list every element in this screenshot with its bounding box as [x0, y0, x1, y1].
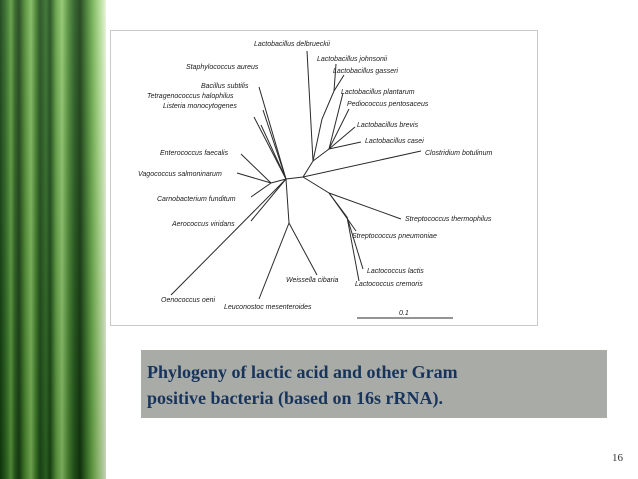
- tree-leaf-line-pediococcus: [329, 109, 349, 149]
- tree-leaf-line-delbrueckii: [307, 51, 313, 161]
- slide-page-number: 16: [612, 452, 623, 464]
- tree-leaf-line-listeria: [261, 125, 286, 179]
- taxon-label: Lactobacillus gasseri: [333, 68, 398, 75]
- decorative-green-stripes: [0, 0, 106, 479]
- taxon-label: Aerococcus viridans: [172, 221, 235, 228]
- taxon-label: Streptococcus pneumoniae: [352, 233, 437, 240]
- taxon-label: Lactobacillus casei: [365, 138, 424, 145]
- taxon-label: Lactococcus cremoris: [355, 281, 423, 288]
- tree-leaf-line-carnobacterium: [251, 183, 271, 197]
- taxon-label: Lactobacillus brevis: [357, 122, 419, 129]
- taxon-label: Lactobacillus plantarum: [341, 89, 415, 96]
- taxon-label: Clostridium botulinum: [425, 150, 493, 157]
- caption-line-2: positive bacteria (based on 16s rRNA).: [147, 388, 443, 408]
- taxon-label: Tetragenococcus halophilus: [147, 93, 234, 100]
- taxon-label: Lactobacillus johnsonii: [317, 56, 388, 63]
- tree-leaf-line-leuconostoc: [259, 223, 289, 299]
- tree-leaf-line-thermophilus: [329, 193, 401, 219]
- tree-leaf-line-pneumoniae: [329, 193, 356, 231]
- taxon-label: Streptococcus thermophilus: [405, 216, 492, 223]
- phylogenetic-tree: [111, 31, 537, 325]
- taxon-label: Lactobacillus delbrueckii: [254, 41, 330, 48]
- phylogenetic-tree-figure: [110, 30, 538, 326]
- figure-caption: [141, 350, 607, 418]
- caption-line-1: Phylogeny of lactic acid and other Gram: [147, 362, 458, 382]
- tree-branch-leuconostoc-cluster: [286, 179, 289, 223]
- taxon-label: Lactococcus lactis: [367, 268, 424, 275]
- taxon-label: Bacillus subtilis: [201, 83, 249, 90]
- tree-leaf-line-weissella: [289, 223, 317, 275]
- taxon-label: Pediococcus pentosaceus: [347, 101, 429, 108]
- scale-bar-label: 0.1: [399, 310, 409, 317]
- taxon-label: Oenococcus oeni: [161, 297, 216, 304]
- taxon-label: Carnobacterium funditum: [157, 196, 236, 203]
- taxon-label: Staphylococcus aureus: [186, 64, 259, 71]
- tree-leaf-line-plantarum: [329, 93, 343, 149]
- taxon-label: Leuconostoc mesenteroides: [224, 304, 312, 311]
- taxon-label: Listeria monocytogenes: [163, 103, 237, 110]
- tree-leaf-line-bacillus: [263, 110, 286, 179]
- taxon-label: Enterococcus faecalis: [160, 150, 229, 157]
- tree-leaf-line-staphylococcus: [259, 87, 286, 179]
- taxon-label: Weissella cibaria: [286, 277, 339, 284]
- taxon-label: Vagococcus salmoninarum: [138, 171, 222, 178]
